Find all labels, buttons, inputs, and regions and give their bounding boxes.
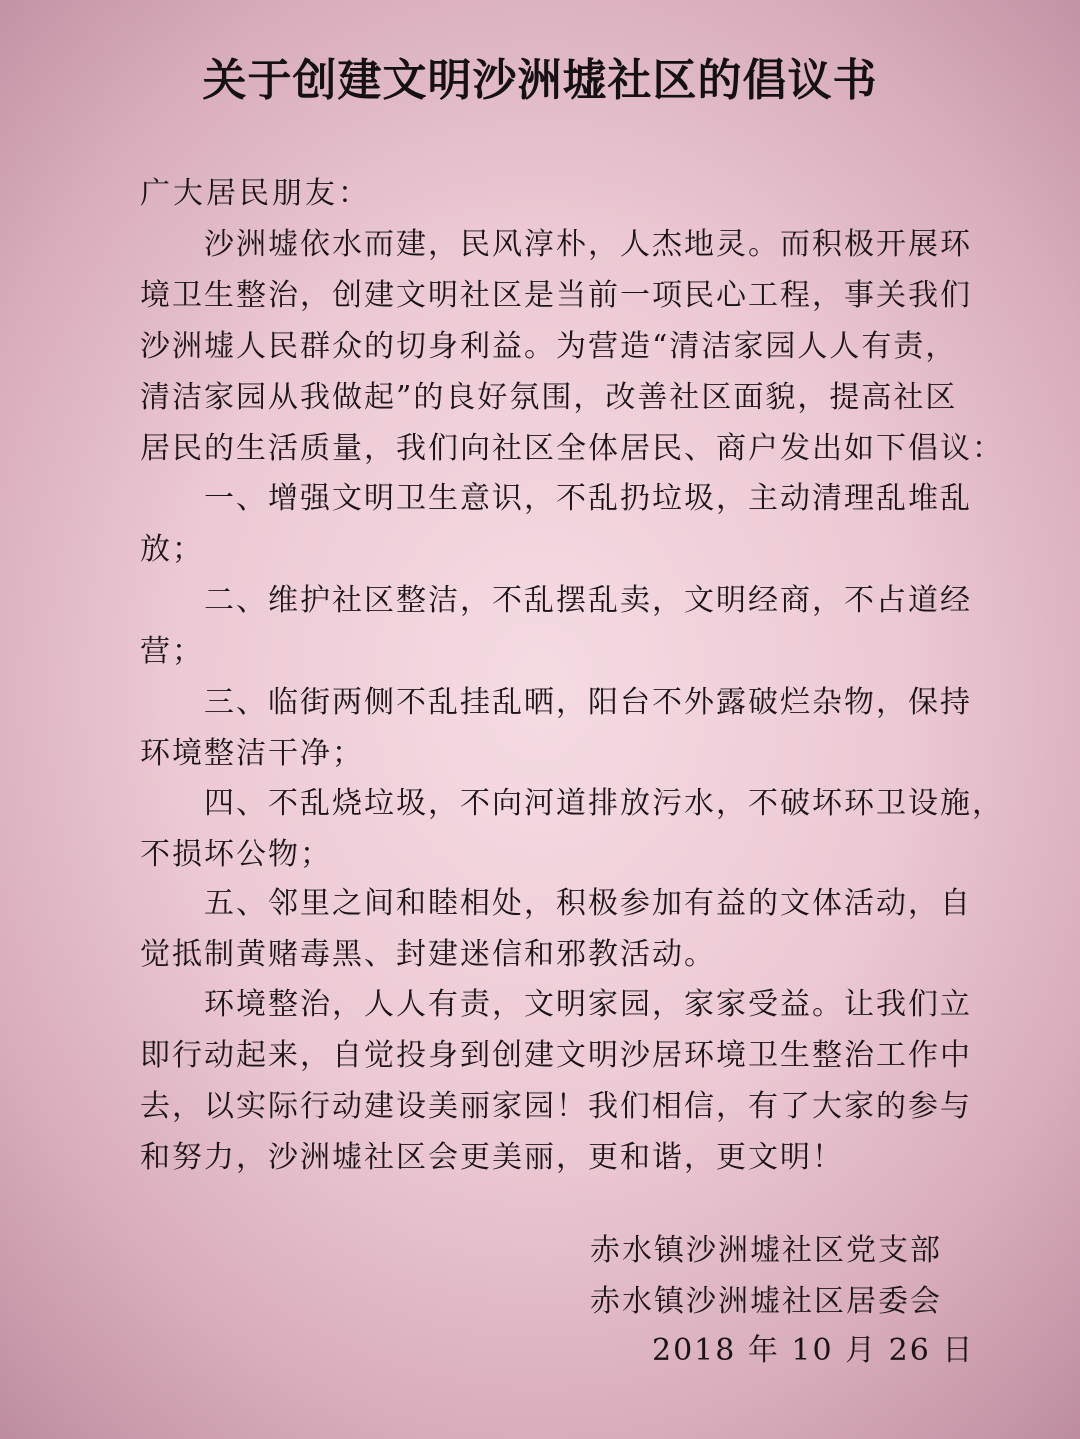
intro-line: 沙洲墟依水而建，民风淳朴，人杰地灵。而积极开展环 [140, 227, 972, 262]
item-line: 二、维护社区整洁，不乱摆乱卖，文明经商，不占道经 [140, 583, 972, 618]
proposal-item-5 [140, 878, 972, 980]
intro-line: 居民的生活质量，我们向社区全体居民、商户发出如下倡议： [140, 431, 1004, 466]
item-line: 营； [140, 634, 204, 669]
intro-line: 沙洲墟人民群众的切身利益。为营造“清洁家园人人有责， [140, 329, 958, 364]
item-line: 五、邻里之间和睦相处，积极参加有益的文体活动，自 [140, 886, 972, 921]
proposal-item-4 [140, 778, 1004, 880]
item-line: 环境整洁干净； [140, 736, 364, 771]
item-line: 一、增强文明卫生意识，不乱扔垃圾，主动清理乱堆乱 [140, 481, 972, 516]
closing-line: 和努力，沙洲墟社区会更美丽，更和谐，更文明！ [140, 1140, 844, 1175]
closing-line: 去，以实际行动建设美丽家园！我们相信，有了大家的参与 [140, 1089, 972, 1124]
item-line: 放； [140, 532, 204, 567]
intro-line: 清洁家园从我做起”的良好氛围，改善社区面貌，提高社区 [140, 380, 958, 415]
item-line: 三、临街两侧不乱挂乱晒，阳台不外露破烂杂物，保持 [140, 685, 972, 720]
item-line: 四、不乱烧垃圾，不向河道排放污水，不破坏环卫设施， [140, 786, 1004, 821]
signatory-residents-committee: 赤水镇沙洲墟社区居委会 [590, 1284, 942, 1319]
intro-paragraph [140, 219, 1004, 474]
item-line: 不损坏公物； [140, 837, 332, 872]
closing-line: 环境整治，人人有责，文明家园，家家受益。让我们立 [140, 987, 972, 1022]
document-title: 关于创建文明沙洲墟社区的倡议书 [202, 55, 878, 106]
closing-paragraph [140, 979, 972, 1183]
salutation: 广大居民朋友： [140, 176, 371, 211]
proposal-item-2 [140, 575, 972, 677]
signatory-party-branch: 赤水镇沙洲墟社区党支部 [590, 1233, 942, 1268]
document-date: 2018 年 10 月 26 日 [652, 1333, 975, 1368]
intro-line: 境卫生整治，创建文明社区是当前一项民心工程，事关我们 [140, 278, 972, 313]
item-line: 觉抵制黄赌毒黑、封建迷信和邪教活动。 [140, 937, 716, 972]
proposal-item-1 [140, 473, 972, 575]
proposal-item-3 [140, 677, 972, 779]
closing-line: 即行动起来，自觉投身到创建文明沙居环境卫生整治工作中 [140, 1038, 972, 1073]
